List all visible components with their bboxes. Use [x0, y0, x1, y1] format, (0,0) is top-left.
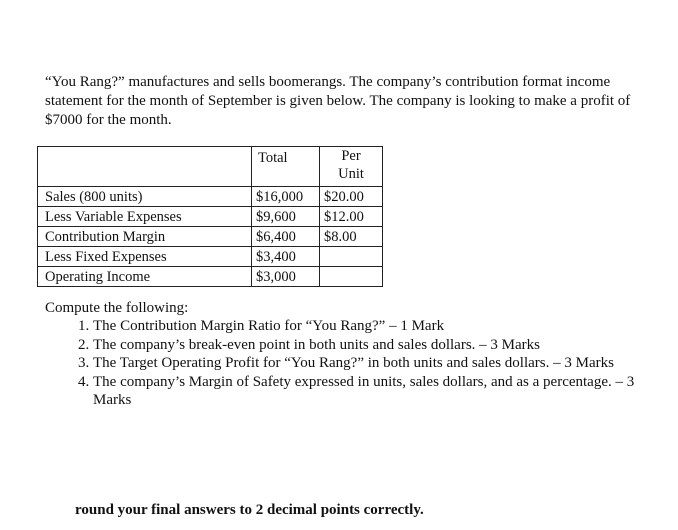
header-per-unit: [320, 147, 383, 187]
row-per-unit: $8.00: [320, 227, 383, 247]
question-list: [63, 317, 653, 410]
table-row: [38, 187, 383, 207]
table-row: [38, 247, 383, 267]
header-blank-cell: [38, 147, 252, 187]
row-label: Contribution Margin: [38, 227, 252, 247]
row-per-unit: [320, 267, 383, 287]
income-statement-table: [37, 146, 383, 287]
row-per-unit: $12.00: [320, 207, 383, 227]
row-label: Sales (800 units): [38, 187, 252, 207]
row-label: Operating Income: [38, 267, 252, 287]
row-total: $3,400: [252, 247, 320, 267]
row-total: $6,400: [252, 227, 320, 247]
header-total: Total: [252, 147, 320, 187]
row-total: $16,000: [252, 187, 320, 207]
rounding-note: round your final answers to 2 decimal points correctly.: [75, 502, 424, 518]
question-item: 2. The company’s break-even point in both units and sales dollars. – 3 Marks: [93, 336, 653, 355]
compute-heading: Compute the following:: [45, 300, 189, 316]
question-item: 4. The company’s Margin of Safety expressed in units, sales dollars, and as a percentage. – 3 Marks: [93, 373, 653, 410]
row-per-unit: [320, 247, 383, 267]
table-header-row: [38, 147, 383, 187]
row-total: $3,000: [252, 267, 320, 287]
intro-paragraph: “You Rang?” manufactures and sells boomerangs. The company’s contribution format income statement for the month of September is given below. The company is looking to make a profit of $7000 for the month.: [45, 74, 631, 128]
header-per-unit-line2: Unit: [338, 166, 364, 182]
question-item: 3. The Target Operating Profit for “You Rang?” in both units and sales dollars. – 3 Marks: [93, 354, 653, 373]
row-per-unit: $20.00: [320, 187, 383, 207]
header-per-unit-line1: Per: [341, 148, 361, 164]
table-row: [38, 267, 383, 287]
row-label: Less Fixed Expenses: [38, 247, 252, 267]
row-label: Less Variable Expenses: [38, 207, 252, 227]
question-item: 1. The Contribution Margin Ratio for “You Rang?” – 1 Mark: [93, 317, 653, 336]
table-row: [38, 207, 383, 227]
row-total: $9,600: [252, 207, 320, 227]
table-row: [38, 227, 383, 247]
